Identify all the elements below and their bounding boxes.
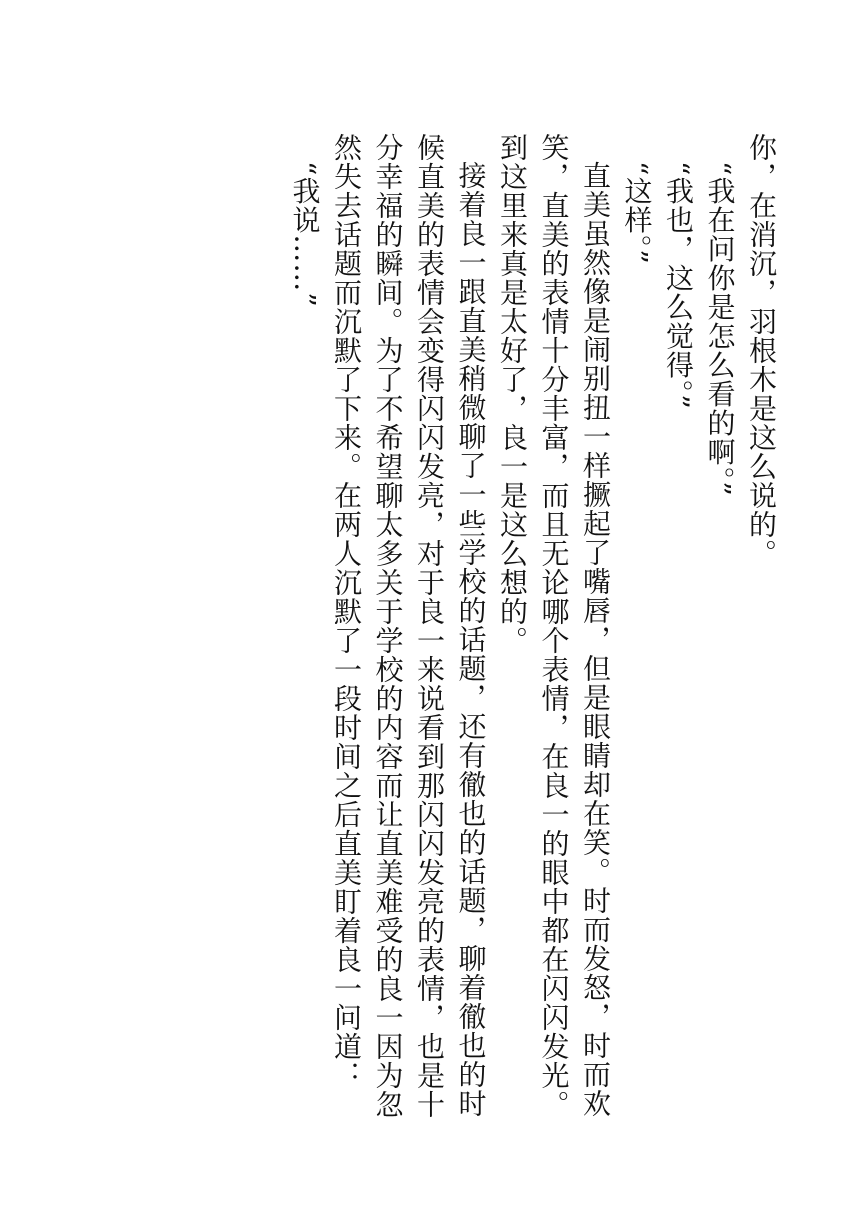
dialogue-line-2: “我在问你是怎么看的啊。” xyxy=(703,161,737,497)
paragraph-2: 接着良一跟直美稍微聊了一些学校的话题，还有徹也的话题，聊着徹也的时候直美的表情会变得闪闪发亮，对于良一来说看到那闪闪发亮的表情，也是十分幸福的瞬间。为了不希望聊太多关于学校的内容而让直美难受的良一因为忽然失去话题而沉默了下来。在两人沉默了一段时间之后直美盯着良一问道： xyxy=(330,133,488,1119)
vertical-text-body xyxy=(284,133,782,1133)
dialogue-line-4: “这样。” xyxy=(620,161,654,265)
paragraph-1: 直美虽然像是闹别扭一样撅起了嘴唇，但是眼睛却在笑。时而发怒，时而欢笑，直美的表情十分丰富，而且无论哪个表情，在良一的眼中都在闪闪发光。到这里来真是太好了，良一是这么想的。 xyxy=(496,133,612,1119)
dialogue-line-5: “我说……” xyxy=(288,161,322,308)
dialogue-line-3: “我也，这么觉得。” xyxy=(662,161,695,410)
text-line-1: 你，在消沉，羽根木是这么说的。 xyxy=(745,133,778,568)
